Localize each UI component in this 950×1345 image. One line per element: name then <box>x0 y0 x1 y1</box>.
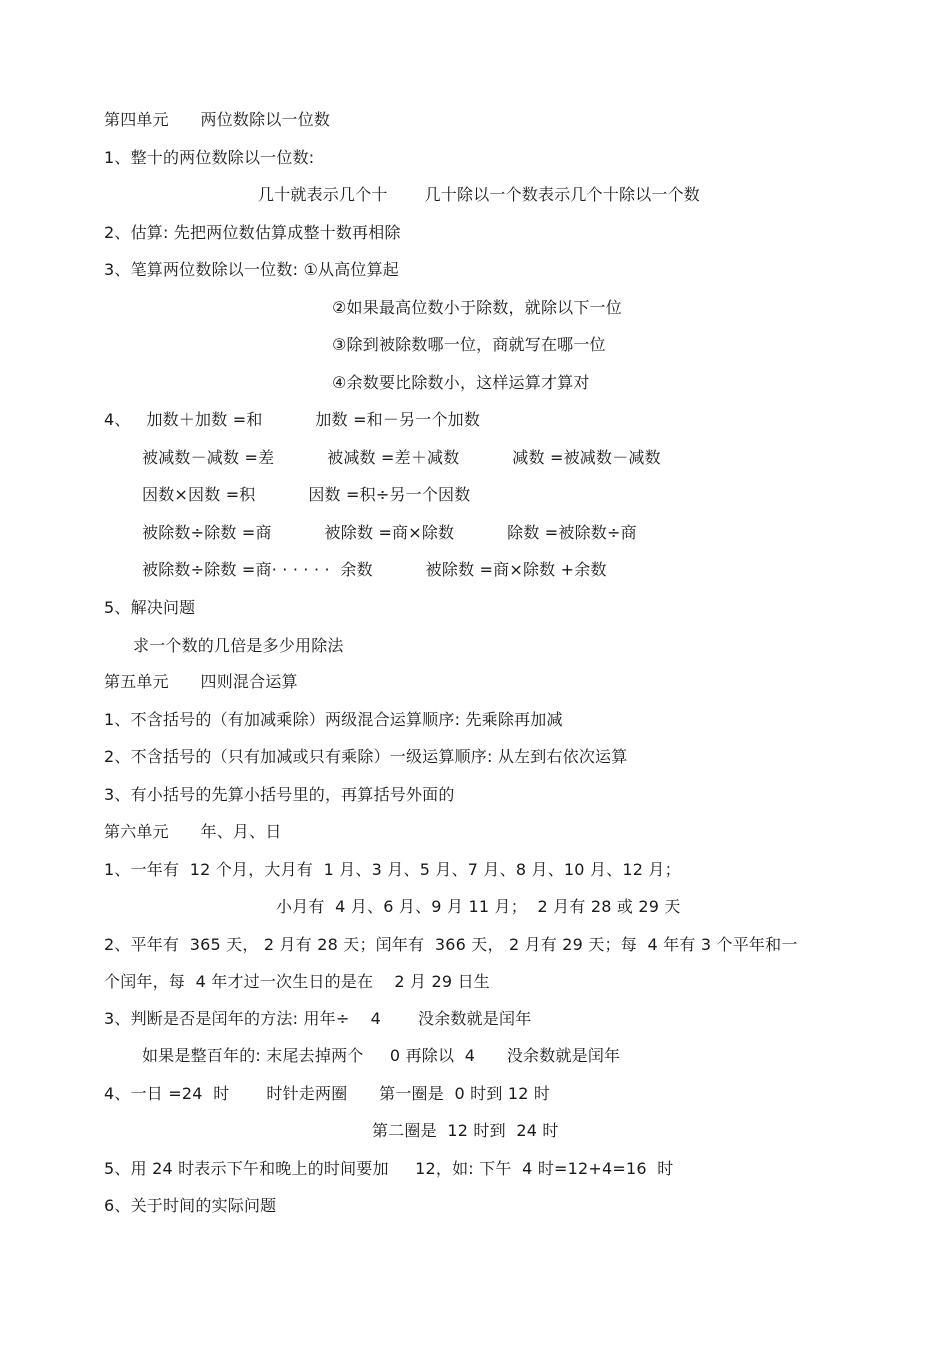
unit6-item-2-continued: 个闰年，每 4 年才过一次生日的是在 2 月 29 日生 <box>104 972 490 991</box>
unit4-item-3-step-2: ②如果最高位数小于除数，就除以下一位 <box>332 298 622 317</box>
unit4-item-2: 2、估算: 先把两位数估算成整十数再相除 <box>104 223 401 242</box>
unit5-heading: 第五单元 四则混合运算 <box>104 672 298 691</box>
unit6-item-3: 3、判断是否是闰年的方法: 用年÷ 4 没余数就是闰年 <box>104 1009 532 1028</box>
unit6-item-5: 5、用 24 时表示下午和晚上的时间要加 12，如: 下午 4 时=12+4=16 时 <box>104 1159 674 1178</box>
unit6-item-4: 4、一日 =24 时 时针走两圈 第一圈是 0 时到 12 时 <box>104 1084 551 1103</box>
unit4-item-4-division-remainder: 被除数÷除数 =商· · · · · · 余数 被除数 =商×除数 +余数 <box>142 560 607 579</box>
unit4-item-1-note: 几十就表示几个十 几十除以一个数表示几个十除以一个数 <box>258 185 701 204</box>
unit4-item-4-division: 被除数÷除数 =商 被除数 =商×除数 除数 =被除数÷商 <box>142 523 637 542</box>
unit6-heading: 第六单元 年、月、日 <box>104 822 282 841</box>
unit4-item-4: 4、 加数＋加数 =和 加数 =和－另一个加数 <box>104 410 481 429</box>
unit4-item-3: 3、笔算两位数除以一位数: ①从高位算起 <box>104 260 400 279</box>
unit6-item-4-continued: 第二圈是 12 时到 24 时 <box>372 1121 559 1140</box>
unit4-item-1: 1、整十的两位数除以一位数: <box>104 148 315 167</box>
unit4-item-4-subtraction: 被减数－减数 =差 被减数 =差＋减数 减数 =被减数－减数 <box>142 448 661 467</box>
unit5-item-2: 2、不含括号的（只有加减或只有乘除）一级运算顺序: 从左到右依次运算 <box>104 747 628 766</box>
unit5-item-3: 3、有小括号的先算小括号里的，再算括号外面的 <box>104 785 455 804</box>
unit6-item-3-continued: 如果是整百年的: 末尾去掉两个 0 再除以 4 没余数就是闰年 <box>142 1046 621 1065</box>
unit4-heading: 第四单元 两位数除以一位数 <box>104 110 331 129</box>
unit4-item-5-note: 求一个数的几倍是多少用除法 <box>133 636 344 655</box>
unit4-item-3-step-3: ③除到被除数哪一位，商就写在哪一位 <box>332 335 606 354</box>
unit4-item-5: 5、解决问题 <box>104 598 196 617</box>
unit5-item-1: 1、不含括号的（有加减乘除）两级混合运算顺序: 先乘除再加减 <box>104 710 563 729</box>
unit6-item-1: 1、一年有 12 个月，大月有 1 月、3 月、5 月、7 月、8 月、10 月、12 月； <box>104 860 681 879</box>
unit6-item-1-continued: 小月有 4 月、6 月、9 月 11 月； 2 月有 28 或 29 天 <box>276 897 681 916</box>
unit6-item-6: 6、关于时间的实际问题 <box>104 1196 277 1215</box>
unit4-item-3-step-4: ④余数要比除数小，这样运算才算对 <box>332 373 590 392</box>
unit4-item-4-multiplication: 因数×因数 =积 因数 =积÷另一个因数 <box>142 485 471 504</box>
unit6-item-2: 2、平年有 365 天， 2 月有 28 天；闰年有 366 天， 2 月有 29 天；每 4 年有 3 个平年和一 <box>104 935 798 954</box>
